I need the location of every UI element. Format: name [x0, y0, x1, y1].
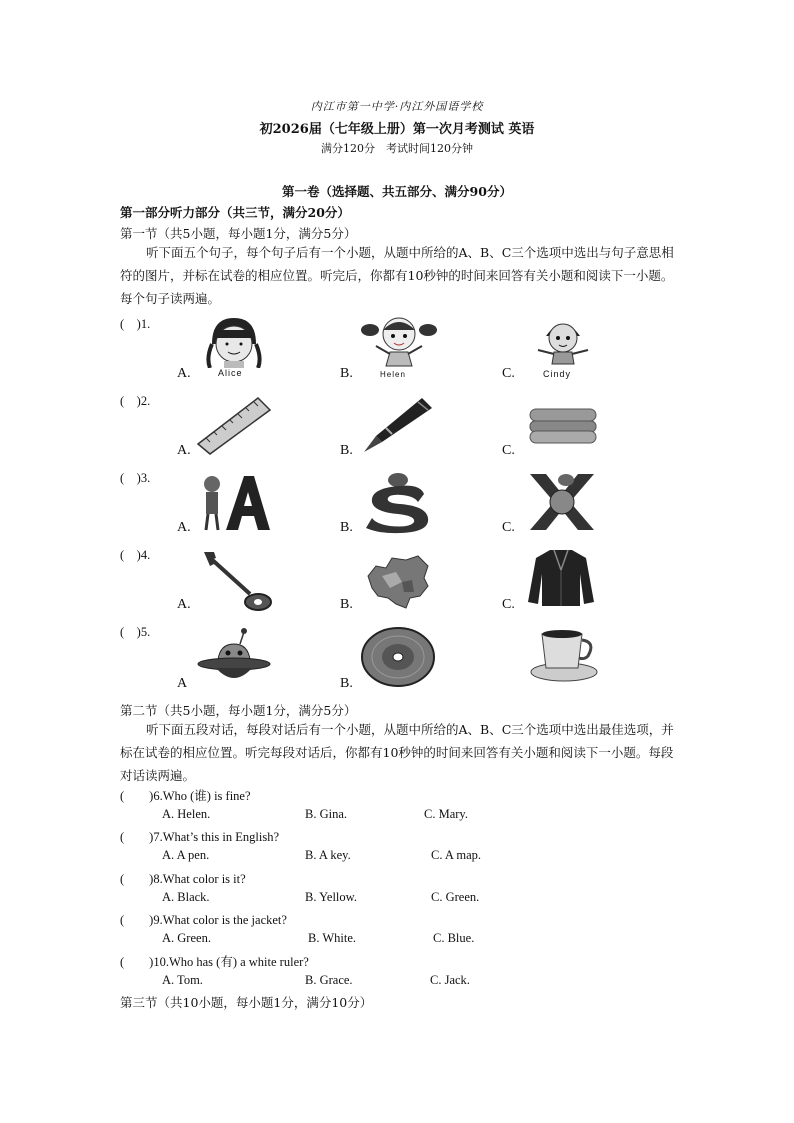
option-letter: B. [340, 443, 353, 458]
ufo-icon [196, 626, 272, 688]
option-letter: A [177, 676, 188, 691]
folded-quilt-icon [528, 403, 598, 445]
answer-option: B. White. [308, 931, 357, 945]
question-stem: ( )6.Who (谁) is fine? [120, 789, 251, 803]
part1-title: 第一部分听力部分（共三节，满分20分） [120, 205, 350, 220]
question-label: ( )3. [120, 471, 151, 485]
answer-option: B. Grace. [305, 973, 353, 987]
answer-option: C. Green. [431, 890, 480, 904]
section1-instructions: 听下面五个句子，每个句子后有一个小题，从题中所给的A、B、C三个选项中选出与句子意思相符的图片，并标在试卷的相应位置。听完后，你都有10秒钟的时间来回答有关小题和阅读下一小题。每个句子读两遍。 [120, 245, 674, 306]
picture-caption: Cindy [543, 369, 572, 379]
section1-title: 第一节（共5小题，每小题1分，满分5分） [120, 226, 357, 241]
section2-instructions: 听下面五段对话，每段对话后有一个小题，从题中所给的A、B、C三个选项中选出最佳选项，并标在试卷的相应位置。听完每段对话后，你都有10秒钟的时间来回答有关小题和阅读下一小题。每段对话读两遍。 [120, 722, 674, 783]
question-stem: ( )10.Who has (有) a white ruler? [120, 955, 309, 969]
option-letter: A. [177, 366, 191, 381]
option-letter: C. [502, 366, 515, 381]
option-letter: B. [340, 597, 353, 612]
letter-s-icon [360, 470, 434, 534]
answer-option: C. Blue. [433, 931, 475, 945]
exam-title: 初2026届（七年级上册）第一次月考测试 英语 [259, 122, 535, 137]
question-label: ( )2. [120, 394, 151, 408]
picture-caption: Helen [380, 370, 406, 379]
ruler-icon [196, 396, 272, 456]
jacket-icon [524, 548, 598, 608]
answer-option: C. Mary. [424, 807, 468, 821]
option-letter: A. [177, 443, 191, 458]
answer-option: A. Green. [162, 931, 211, 945]
key-icon [200, 550, 274, 612]
option-letter: C. [502, 443, 515, 458]
picture-caption: Alice [218, 368, 243, 378]
answer-option: A. Tom. [162, 973, 203, 987]
question-label: ( )4. [120, 548, 151, 562]
option-letter: A. [177, 520, 191, 535]
option-letter: B. [340, 520, 353, 535]
option-letter: C. [502, 597, 515, 612]
option-letter: B. [340, 366, 353, 381]
answer-option: A. Black. [162, 890, 210, 904]
option-letter: A. [177, 597, 191, 612]
answer-option: C. A map. [431, 848, 482, 862]
question-stem: ( )8.What color is it? [120, 872, 246, 886]
answer-option: B. Gina. [305, 807, 348, 821]
answer-option: A. A pen. [162, 848, 210, 862]
exam-meta: 满分120分 考试时间120分钟 [321, 142, 473, 155]
coffee-cup-icon [528, 626, 600, 684]
answer-option: B. A key. [305, 848, 351, 862]
answer-option: A. Helen. [162, 807, 211, 821]
letter-a-icon [198, 472, 272, 532]
cartoon-girl-icon [360, 316, 438, 368]
question-stem: ( )7.What’s this in English? [120, 830, 280, 844]
question-label: ( )1. [120, 317, 151, 331]
section2-title: 第二节（共5小题，每小题1分，满分5分） [120, 703, 357, 718]
school-name: 内江市第一中学·内江外国语学校 [310, 100, 484, 113]
map-icon [362, 552, 432, 610]
letter-x-icon [526, 470, 598, 534]
cd-icon [360, 626, 436, 688]
question-label: ( )5. [120, 625, 151, 639]
option-letter: C. [502, 520, 515, 535]
question-stem: ( )9.What color is the jacket? [120, 913, 287, 927]
volume-title: 第一卷（选择题、共五部分、满分90分） [282, 184, 512, 199]
girl-with-pigtails-icon [198, 314, 270, 368]
option-letter: B. [340, 676, 353, 691]
answer-option: C. Jack. [430, 973, 470, 987]
answer-option: B. Yellow. [305, 890, 357, 904]
section3-title: 第三节（共10小题，每小题1分，满分10分） [120, 995, 373, 1010]
cartoon-girl-icon [528, 316, 598, 366]
fountain-pen-icon [362, 394, 436, 454]
